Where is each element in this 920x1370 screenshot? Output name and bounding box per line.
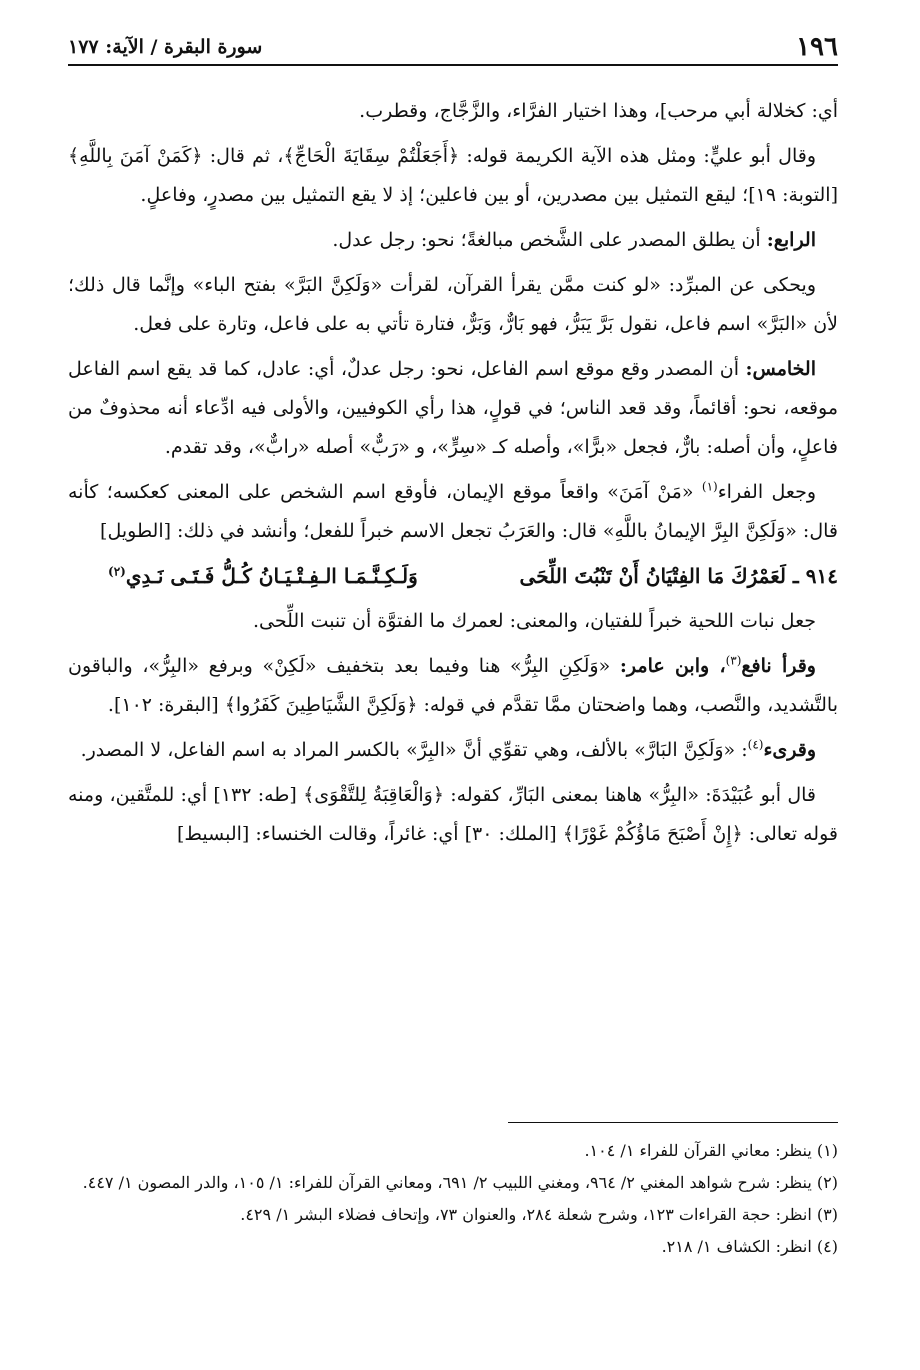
section-label-fifth: الخامس:: [745, 358, 816, 380]
footnote-separator: [508, 1122, 838, 1123]
paragraph-6-rest: «مَنْ آمَنَ» واقعاً موقع الإيمان، فأوقع اسم الشخص على المعنى كعكسه؛ كأنه قال: «وَلَكِنَّ البِرَّ الإيمانُ باللَّهِ» قال: والعَرَبُ تجعل الاسم خبراً للفعل؛ وأنشد في ذلك: [الطويل]: [68, 481, 838, 542]
footnote-ref-2[interactable]: (٢): [108, 564, 126, 579]
reader-label-ibn-amir: ، وابن عامر:: [619, 655, 726, 677]
paragraph-9: [68, 731, 838, 770]
footnote-ref-1[interactable]: (١): [701, 479, 718, 494]
verse-hemistich-1: ٩١٤ ـ لَعَمْرُكَ مَا الفِتْيَانُ أَنْ تَنْبُتَ اللِّحَى: [519, 564, 838, 588]
poetry-verse: [68, 557, 838, 596]
paragraph-6-start: وجعل الفراء: [717, 481, 817, 503]
paragraph-6: [68, 473, 838, 551]
paragraph-9-text: : «وَلَكِنَّ البَارَّ» بالألف، وهي تقوِّي أنَّ «البِرَّ» بالكسر المراد به اسم الفاعل، لا المصدر.: [80, 739, 748, 761]
footnote-ref-4[interactable]: (٤): [747, 737, 764, 752]
footnotes: [68, 1136, 838, 1264]
paragraph-3: [68, 221, 838, 260]
footnote-1: (١) ينظر: معاني القرآن للفراء ١/ ١٠٤.: [584, 1141, 838, 1160]
paragraph-2: وقال أبو عليٍّ: ومثل هذه الآية الكريمة قوله: ﴿أَجَعَلْتُمْ سِقَايَةَ الْحَاجِّ﴾، ثم قال: ﴿كَمَنْ آمَنَ بِاللَّهِ﴾ [التوبة: ١٩]؛ ليقع التمثيل بين مصدرين، أو بين فاعلين؛ إذ لا يقع التمثيل بين مصدرٍ، وفاعلٍ.: [68, 145, 838, 206]
footnote-2: (٢) ينظر: شرح شواهد المغني ٢/ ٩٦٤، ومغني اللبيب ٢/ ٦٩١، ومعاني القرآن للفراء: ١/ ١٠٥، والدر المصون ١/ ٤٤٧.: [82, 1173, 838, 1192]
verse-hemistich-2: [68, 557, 418, 596]
paragraph-4: ويحكى عن المبرِّد: «لو كنت ممَّن يقرأ القرآن، لقرأت «وَلَكِنَّ البَرَّ» بفتح الباء» وإنَّما قال ذلك؛ لأن «البَرَّ» اسم فاعل، نقول بَرَّ يَبَرُّ، فهو بَارٌّ، وَبَرٌّ، فتارة تأتي به على فاعل، وتارة على فعل.: [68, 274, 838, 335]
section-label-fourth: الرابع:: [766, 229, 816, 251]
paragraph-7: جعل نبات اللحية خبراً للفتيان، والمعنى: لعمرك ما الفتوَّة أن تنبت اللِّحى.: [253, 610, 816, 632]
footnote-ref-3[interactable]: (٣): [725, 653, 742, 668]
verse-hemistich-2-text: وَلَـكِـنَّـمَـا الـفِـتْـيَـانُ كُـلُّ فَـتَـى نَـدِي: [125, 564, 418, 588]
surah-title: سورة البقرة / الآية: ١٧٧: [68, 36, 263, 58]
paragraph-5-text: أن المصدر وقع موقع اسم الفاعل، نحو: رجل عدلٌ، أي: عادل، كما قد يقع اسم الفاعل موقعه، نحو: أقائماً، وقد قعد الناس؛ في قولٍ، هذا رأي الكوفيين، والأولى فيه ادِّعاء أنه محذوفٌ من فاعلٍ، وأن أصله: بارٌّ، فجعل «برًّا»، وأصله كـ «سِرٍّ»، و «رَبٌّ» أصله «رابٌّ»، وقد تقدم.: [68, 358, 838, 458]
paragraph-3-text: أن يطلق المصدر على الشَّخص مبالغةً؛ نحو: رجل عدل.: [332, 229, 761, 251]
footnote-3: (٣) انظر: حجة القراءات ١٢٣، وشرح شعلة ٢٨٤، والعنوان ٧٣، وإتحاف فضلاء البشر ١/ ٤٢٩.: [240, 1205, 838, 1224]
page-header: [68, 30, 838, 66]
paragraph-8-text: «وَلَكِنِ البِرُّ» هنا وفيما بعد بتخفيف «لَكِنْ» وبرفع «البِرُّ»، والباقون بالتَّشديد، والنَّصب، وهما واضحتان ممَّا تقدَّم في قوله: ﴿وَلَكِنَّ الشَّيَاطِينَ كَفَرُوا﴾ [البقرة: ١٠٢].: [68, 655, 838, 716]
page-number: ١٩٦: [796, 32, 838, 62]
page-body: [68, 92, 838, 860]
paragraph-8: [68, 647, 838, 725]
reader-label-nafi: وقرأ نافع: [741, 655, 816, 677]
paragraph-10: قال أبو عُبَيْدَةَ: «البِرُّ» هاهنا بمعنى البَارِّ، كقوله: ﴿وَالْعَاقِبَةُ لِلتَّقْوَى﴾ [طه: ١٣٢] أي: للمتَّقين، ومنه قوله تعالى: ﴿إِنْ أَصْبَحَ مَاؤُكُمْ غَوْرًا﴾ [الملك: ٣٠] أي: غائراً، وقالت الخنساء: [البسيط]: [68, 784, 838, 845]
footnote-4: (٤) انظر: الكشاف ١/ ٢١٨.: [661, 1237, 838, 1256]
paragraph-5: [68, 350, 838, 467]
reading-label: وقرىء: [763, 739, 816, 761]
paragraph-1: أي: كخلالة أبي مرحب]، وهذا اختيار الفرَّاء، والزَّجَّاج، وقطرب.: [359, 100, 838, 122]
